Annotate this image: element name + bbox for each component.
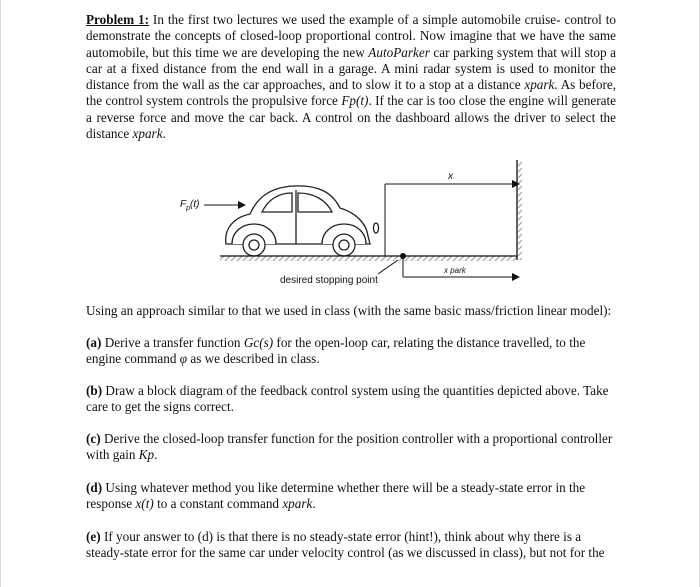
intro-text-3: . As before, the control system controls the propulsive force xyxy=(86,77,616,109)
intro-text-2: car parking system that will stop a car at a fixed distance from the end wall in a garage. A mini radar system is used to monitor the distance from the wall as the car approaches, and to slow it to a stop at a distance xyxy=(86,44,616,93)
question-c-text-1: Derive the closed-loop transfer function for the position controller with a proportional controller with gain xyxy=(86,431,613,463)
fp-symbol: Fp(t) xyxy=(341,93,369,109)
stopping-point-label: desired stopping point xyxy=(280,275,378,286)
xpark-symbol: xpark xyxy=(524,77,555,93)
question-d-text-1: Using whatever method you like determine whether there will be a steady-state error in the response xyxy=(86,480,586,512)
kp-symbol: Kp xyxy=(138,447,155,463)
car-parking-diagram xyxy=(170,160,530,290)
question-a-text-3: as we described in class. xyxy=(187,351,320,367)
question-a-text-1: Derive a transfer function xyxy=(101,335,244,350)
question-b-text: Draw a block diagram of the feedback control system using the quantities depicted above. Take care to get the signs correct. xyxy=(86,383,609,415)
question-c-label: (c) xyxy=(86,431,101,446)
intro-text-4: . If the car is too close the engine will generate a reverse force and move the car back. A control on the dashboard allows the driver to select the distance xyxy=(86,93,617,142)
question-c xyxy=(86,431,616,464)
question-a xyxy=(86,335,616,368)
question-a-text-2: for the open-loop car, relating the distance travelled, to the engine command xyxy=(86,335,586,367)
phi-symbol: φ xyxy=(179,351,188,367)
question-d xyxy=(86,480,616,513)
x-label: x xyxy=(448,171,453,182)
question-d-text-2: to a constant command xyxy=(153,496,283,512)
question-e xyxy=(86,529,616,562)
page-border-left xyxy=(0,0,1,587)
intro-text-1: In the first two lectures we used the example of a simple automobile cruise- control to demonstrate the concepts of closed-loop proportional control. Now imagine that we have the same automobile, but this time we are developing the new xyxy=(86,12,617,60)
end-wall xyxy=(517,160,522,260)
xpark-label: x park xyxy=(444,266,466,275)
problem-heading: Problem 1: xyxy=(86,12,150,27)
question-d-text-3: . xyxy=(312,496,316,512)
car-icon xyxy=(226,186,379,256)
xt-symbol: x(t) xyxy=(135,496,154,512)
problem-paragraph xyxy=(86,12,616,142)
question-e-text: If your answer to (d) is that there is no steady-state error (hint!), think about why there is a steady-state error for the same car under velocity control (as we discussed in class), but not for the xyxy=(86,529,605,561)
question-e-label: (e) xyxy=(86,529,101,544)
approach-text: Using an approach similar to that we used in class (with the same basic mass/friction linear model): xyxy=(86,303,612,318)
question-a-label: (a) xyxy=(86,335,102,350)
xpark-symbol-3: xpark xyxy=(282,496,313,512)
question-b xyxy=(86,383,616,416)
question-d-label: (d) xyxy=(86,480,103,495)
product-name: AutoParker xyxy=(368,44,430,60)
x-dimension xyxy=(385,180,520,256)
intro-text-5: . xyxy=(162,126,166,142)
stopping-leader xyxy=(378,260,398,274)
ground xyxy=(220,256,517,261)
question-c-text-2: . xyxy=(154,447,158,463)
problem-statement xyxy=(86,12,616,142)
force-arrow xyxy=(204,201,246,209)
question-b-label: (b) xyxy=(86,383,103,398)
force-label: $F_p(t)$ xyxy=(180,199,200,212)
gc-symbol: Gc(s) xyxy=(243,335,274,350)
xpark-symbol-2: xpark xyxy=(132,126,163,142)
